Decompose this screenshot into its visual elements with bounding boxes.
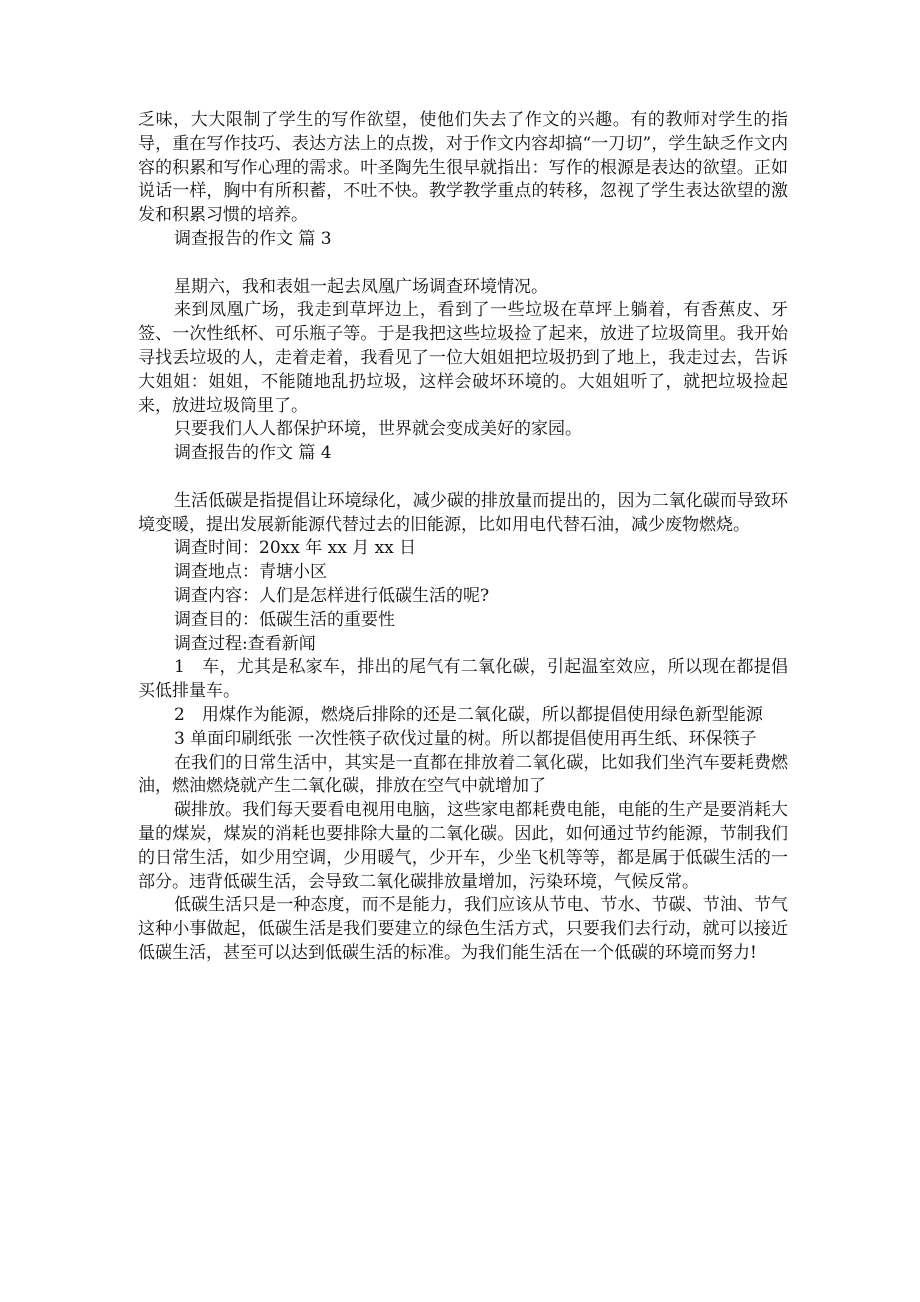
survey-item-1: 1 车，尤其是私家车，排出的尾气有二氧化碳，引起温室效应，所以现在都提倡买低排量车。 [138,657,788,702]
section-4-paragraph-4: 低碳生活只是一种态度，而不是能力，我们应该从节电、节水、节碳、节油、节气这种小事做起，低碳生活是我们要建立的绿色生活方式，只要我们去行动，就可以接近低碳生活，甚至可以达到低碳生活的标准。为我们能生活在一个低碳的环境而努力! [138,895,788,963]
survey-item-3: 3 单面印刷纸张 一次性筷子砍伐过量的树。所以都提倡使用再生纸、环保筷子 [174,728,757,749]
survey-item-2: 2 用煤作为能源，燃烧后排除的还是二氧化碳，所以都提倡使用绿色新型能源 [174,704,763,725]
survey-content: 调查内容：人们是怎样进行低碳生活的呢? [174,585,490,606]
spacer [138,252,788,276]
spacer [138,466,788,490]
survey-process: 调查过程:查看新闻 [174,633,316,654]
section-4-paragraph-1: 生活低碳是指提倡让环境绿化，减少碳的排放量而提出的，因为二氧化碳而导致环境变暖，提出发展新能源代替过去的旧能源，比如用电代替石油，减少废物燃烧。 [138,490,788,535]
section-3-paragraph-2: 来到凤凰广场，我走到草坪边上，看到了一些垃圾在草坪上躺着，有香蕉皮、牙签、一次性纸杯、可乐瓶子等。于是我把这些垃圾捡了起来，放进了垃圾筒里。我开始寻找丢垃圾的人，走着走着，我看见了一位大姐姐把垃圾扔到了地上，我走过去，告诉大姐姐：姐姐，不能随地乱扔垃圾，这样会破坏环境的。大姐姐听了，就把垃圾捡起来，放进垃圾筒里了。 [138,300,788,416]
section-3-paragraph-3: 只要我们人人都保护环境，世界就会变成美好的家园。 [174,419,582,440]
section-4-paragraph-2: 在我们的日常生活中，其实是一直都在排放着二氧化碳，比如我们坐汽车要耗费燃油，燃油燃烧就产生二氧化碳，排放在空气中就增加了 [138,752,788,797]
intro-paragraph: 乏味，大大限制了学生的写作欲望，使他们失去了作文的兴趣。有的教师对学生的指导，重在写作技巧、表达方法上的点拨，对于作文内容却搞“一刀切”，学生缺乏作文内容的积累和写作心理的需求。叶圣陶先生很早就指出：写作的根源是表达的欲望。正如说话一样，胸中有所积蓄，不吐不快。教学教学重点的转移，忽视了学生表达欲望的激发和积累习惯的培养。 [138,110,788,226]
section-4-heading: 调查报告的作文 篇 4 [174,443,332,464]
section-3-paragraph-1: 星期六，我和表姐一起去凤凰广场调查环境情况。 [174,276,548,297]
section-3-heading: 调查报告的作文 篇 3 [174,228,332,249]
survey-purpose: 调查目的：低碳生活的重要性 [174,609,395,630]
survey-place: 调查地点：青塘小区 [174,562,327,583]
document-page [138,109,788,966]
survey-time: 调查时间：20xx 年 xx 月 xx 日 [174,538,417,559]
section-4-paragraph-3: 碳排放。我们每天要看电视用电脑，这些家电都耗费电能，电能的生产是要消耗大量的煤炭，煤炭的消耗也要排除大量的二氧化碳。因此，如何通过节约能源，节制我们的日常生活，如少用空调，少用暖气，少开车，少坐飞机等等，都是属于低碳生活的一部分。违背低碳生活，会导致二氧化碳排放量增加，污染环境，气候反常。 [138,800,788,892]
